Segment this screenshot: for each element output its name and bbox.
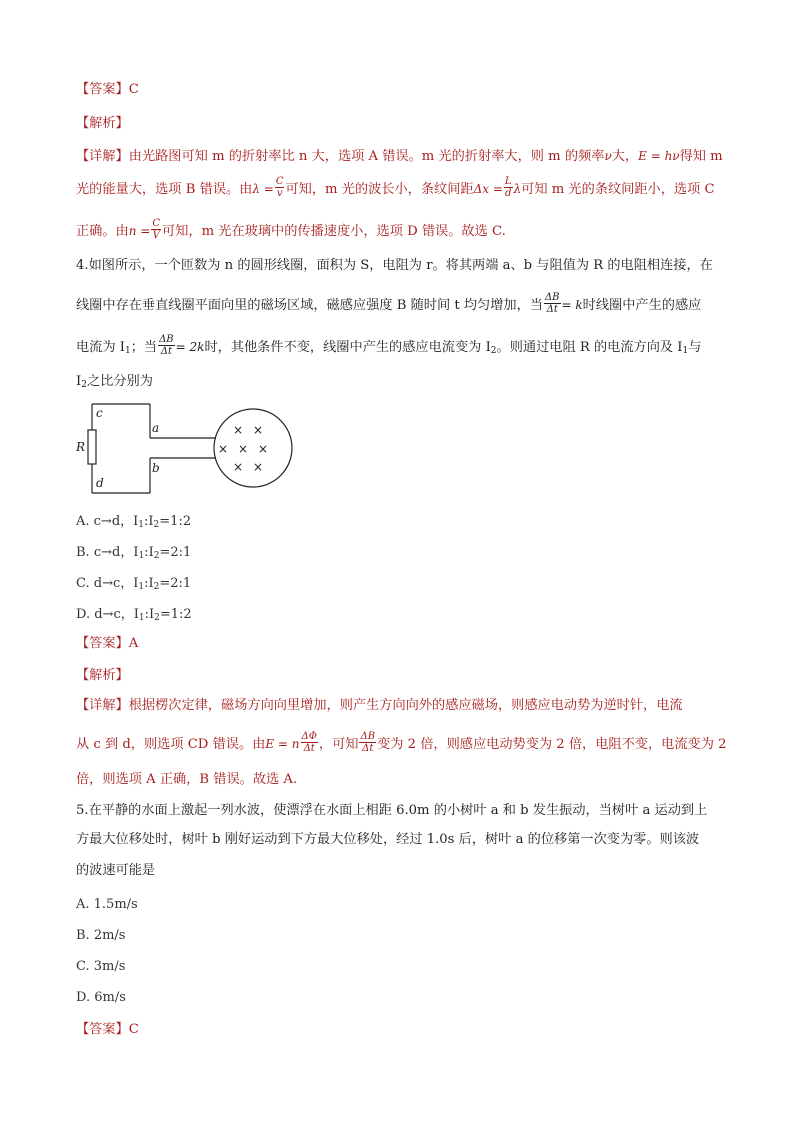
q5-stem-line-1: 5.在平静的水面上激起一列水波，使漂浮在水面上相距 6.0m 的小树叶 a 和 b 发生振动，当树叶 a 运动到上 xyxy=(76,803,708,818)
q4-option-c[interactable]: C. d→c，$I_1:I_2=2:1$ xyxy=(76,576,192,592)
q4-detail-line-2: 从 c 到 d，则选项 CD 错误。由E = n $\frac{\Delta\Phi}{\Delta t}$ ，可知 $\frac{\Delta B}{\Delta t}$ 变为 2 倍，则感应电动势变为 2 倍，电阻不变，电流变为 2 xyxy=(76,731,727,754)
formula-e-hv: E = hν xyxy=(638,149,680,163)
cross-mark: × xyxy=(233,460,244,474)
circuit-diagram xyxy=(76,398,306,500)
fraction-l-over-d: $\frac{L}{d}$ xyxy=(504,176,512,199)
q4-stem-line-2: 线圈中存在垂直线圈平面向里的磁场区域，磁感应强度 B 随时间 t 均匀增加，当 $\frac{\Delta B}{\Delta t}$ = k时线圈中产生的感应 xyxy=(76,292,702,315)
cross-mark: × xyxy=(218,442,229,456)
q3-detail-line-1: 【详解】由光路图可知 m 的折射率比 n 大，选项 A 错误。m 光的折射率大，则 m 的频率ν大，E = hν得知 m xyxy=(76,149,723,164)
fraction-db-dt-3: $\frac{\Delta B}{\Delta t}$ xyxy=(360,731,376,754)
cross-mark: × xyxy=(233,423,244,437)
label-b: b xyxy=(152,461,160,475)
q5-option-a[interactable]: A. 1.5m/s xyxy=(76,897,138,912)
fraction-db-dt-2: $\frac{\Delta B}{\Delta t}$ xyxy=(159,334,174,357)
q3-detail-label: 【详解】 xyxy=(76,149,129,164)
q4-stem-line-3: 电流为 $I_1$；当 $\frac{\Delta B}{\Delta t}$ = 2k时，其他条件不变，线圈中产生的感应电流变为 $I_2$。则通过电阻 R 的电流方向及 $I_1$与 xyxy=(76,334,702,357)
q4-detail-label: 【详解】 xyxy=(76,698,129,713)
resistor-r xyxy=(88,430,96,464)
q3-analysis-label: 【解析】 xyxy=(76,116,129,131)
q5-option-d[interactable]: D. 6m/s xyxy=(76,990,126,1005)
q4-analysis-label: 【解析】 xyxy=(76,668,129,683)
label-d: d xyxy=(96,476,104,490)
q4-stem-line-4: $I_2$之比分别为 xyxy=(76,374,153,390)
fraction-c-over-v-cap: $\frac{C}{V}$ xyxy=(152,218,161,241)
q4-option-b[interactable]: B. c→d，$I_1:I_2=2:1$ xyxy=(76,545,192,561)
q5-answer: 【答案】C xyxy=(76,1022,139,1037)
q4-detail-line-1: 【详解】根据楞次定律，磁场方向向里增加，则产生方向向外的感应磁场，则感应电动势为逆时针，电流 xyxy=(76,698,683,713)
q5-stem-line-3: 的波速可能是 xyxy=(76,863,156,878)
q4-option-a[interactable]: A. c→d，$I_1:I_2=1:2$ xyxy=(76,514,192,530)
q5-option-b[interactable]: B. 2m/s xyxy=(76,928,126,943)
fraction-dphi-dt: $\frac{\Delta\Phi}{\Delta t}$ xyxy=(301,731,317,754)
q4-stem-line-1: 4.如图所示，一个匝数为 n 的圆形线圈，面积为 S，电阻为 r。将其两端 a、b 与阻值为 R 的电阻相连接，在 xyxy=(76,258,713,273)
q5-option-c[interactable]: C. 3m/s xyxy=(76,959,126,974)
q3-detail-line-2: 光的能量大，选项 B 错误。由λ = $\frac{C}{v}$ 可知，m 光的波长小，条纹间距Δx = $\frac{L}{d}$ λ可知 m 光的条纹间距小，选项 C xyxy=(76,176,715,199)
q4-answer: 【答案】A xyxy=(76,636,139,651)
label-r: R xyxy=(76,440,86,454)
fraction-db-dt: $\frac{\Delta B}{\Delta t}$ xyxy=(544,292,560,315)
fraction-c-over-v: $\frac{C}{v}$ xyxy=(275,176,284,199)
label-a: a xyxy=(152,421,160,435)
label-c: c xyxy=(96,406,103,420)
cross-mark: × xyxy=(238,442,249,456)
q3-answer: 【答案】C xyxy=(76,82,139,97)
q3-detail-line-3: 正确。由n = $\frac{C}{V}$ 可知，m 光在玻璃中的传播速度小，选项 D 错误。故选 C. xyxy=(76,218,506,241)
cross-mark: × xyxy=(253,423,264,437)
cross-mark: × xyxy=(253,460,264,474)
q4-option-d[interactable]: D. d→c，$I_1:I_2=1:2$ xyxy=(76,607,192,623)
q4-detail-line-3: 倍，则选项 A 正确，B 错误。故选 A. xyxy=(76,772,298,787)
cross-mark: × xyxy=(258,442,269,456)
q5-stem-line-2: 方最大位移处时，树叶 b 刚好运动到下方最大位移处，经过 1.0s 后，树叶 a 的位移第一次变为零。则该波 xyxy=(76,832,700,847)
